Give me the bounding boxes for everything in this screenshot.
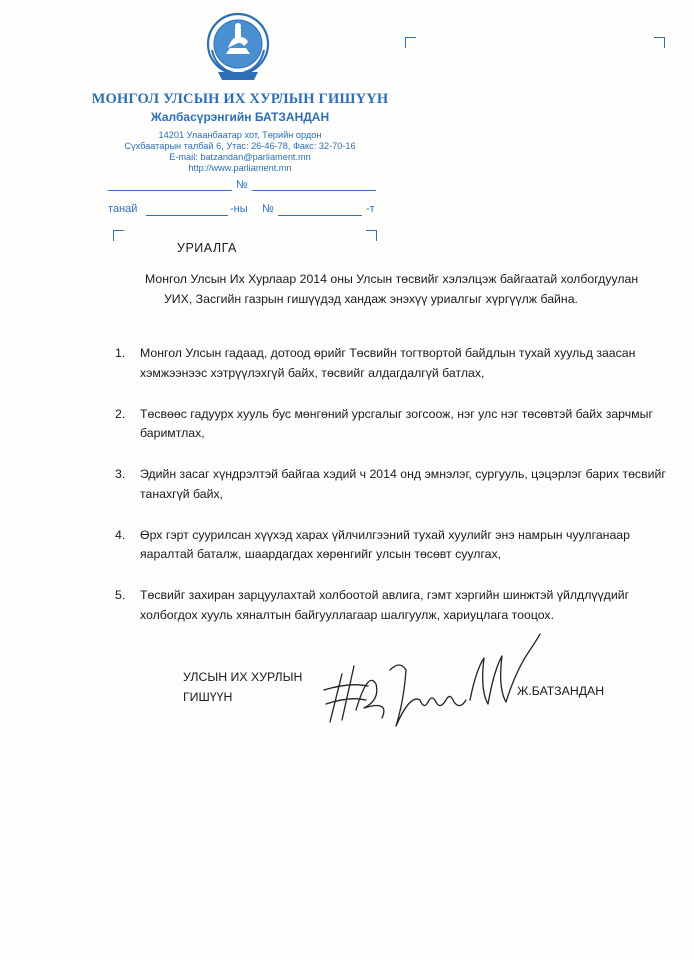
list-item: [115, 526, 675, 565]
state-emblem-icon: [206, 10, 270, 86]
list-item: [115, 344, 675, 383]
incoming-date-line: [146, 215, 228, 216]
t-label: -т: [366, 203, 375, 215]
list-item: [115, 405, 675, 444]
website-line: http://www.parliament.mn: [188, 163, 292, 173]
item-number: 3.: [115, 467, 126, 481]
letter-heading: УРИАЛГА: [177, 241, 237, 255]
org-subtitle: Жалбасүрэнгийн БАТЗАНДАН: [150, 110, 330, 124]
intro-line-1: Монгол Улсын Их Хурлаар 2014 оны Улсын төсвийг хэлэлцэж байгаатай холбогдуулан: [145, 272, 639, 286]
corner-mark-subject-right: [366, 230, 377, 241]
ny-label: -ны: [230, 203, 248, 215]
corner-mark-top-right: [654, 37, 665, 48]
handwritten-signature: [320, 630, 550, 735]
item-number: 5.: [115, 588, 126, 602]
email-line: E-mail: batzandan@parliament.mn: [169, 152, 311, 162]
list-item: [115, 465, 675, 504]
item-text: Төсвөөс гадуурх хууль бус мөнгөний урсгалыг зогсоож, нэг улс нэг төсөвтэй байх зарчмыг баримтлах,: [140, 406, 653, 440]
item-text: Өрх гэрт суурилсан хүүхэд харах үйлчилгээний тухай хуулийг энэ намрын чуулганаар яаралтай баталж, шаардагдах хөрөнгийг улсын төсөвт суулгах,: [140, 527, 630, 561]
incoming-number-mark: №: [262, 203, 274, 215]
item-text: Эдийн засаг хүндрэлтэй байгаа хэдий ч 2014 онд эмнэлэг, сургууль, цэцэрлэг барих төсвийг танахгүй байх,: [140, 467, 666, 501]
item-text: Монгол Улсын гадаад, дотоод өрийг Төсвийн тогтвортой байдлын тухай хуульд заасан хэмжээнээс хэтрүүлэхгүй байх, төсвийг алдагдалгүй батлах,: [140, 346, 636, 380]
tanai-label: танай: [108, 203, 138, 215]
item-number: 2.: [115, 406, 126, 421]
signatory-title-line-2: ГИШҮҮН: [183, 689, 233, 704]
list-item: [115, 586, 675, 625]
demands-list: [115, 344, 675, 647]
incoming-number-line: [278, 215, 362, 216]
signatory-title: [183, 668, 302, 707]
item-text: Төсвийг захиран зарцуулахтай холбоотой авлига, гэмт хэргийн шинжтэй үйлдлүүдийг холбогдох хууль хяналтын байгууллагаар шалгуулж, хариуцлага тооцох.: [140, 588, 630, 622]
outgoing-number-line: [252, 190, 376, 191]
item-number: 4.: [115, 527, 126, 542]
corner-mark-subject-left: [113, 230, 124, 241]
address-line-1: 14201 Улаанбаатар хот, Төрийн ордон: [158, 130, 322, 140]
address-line-2: Сүхбаатарын талбай 6, Утас: 26-46-78, Факс: 32-70-16: [124, 141, 356, 151]
letter-intro: [145, 269, 665, 309]
signatory-name: Ж.БАТЗАНДАН: [517, 684, 605, 698]
intro-line-2: УИХ, Засгийн газрын гишүүдэд хандаж энэхүү уриалгыг хүргүүлж байна.: [164, 292, 578, 306]
signatory-title-line-1: УЛСЫН ИХ ХУРЛЫН: [183, 670, 303, 684]
outgoing-number-mark: №: [236, 179, 248, 191]
outgoing-date-line: [108, 190, 232, 191]
org-title: МОНГОЛ УЛСЫН ИХ ХУРЛЫН ГИШҮҮН: [91, 91, 389, 107]
item-number: 1.: [115, 346, 126, 360]
corner-mark-top-left: [405, 37, 416, 48]
